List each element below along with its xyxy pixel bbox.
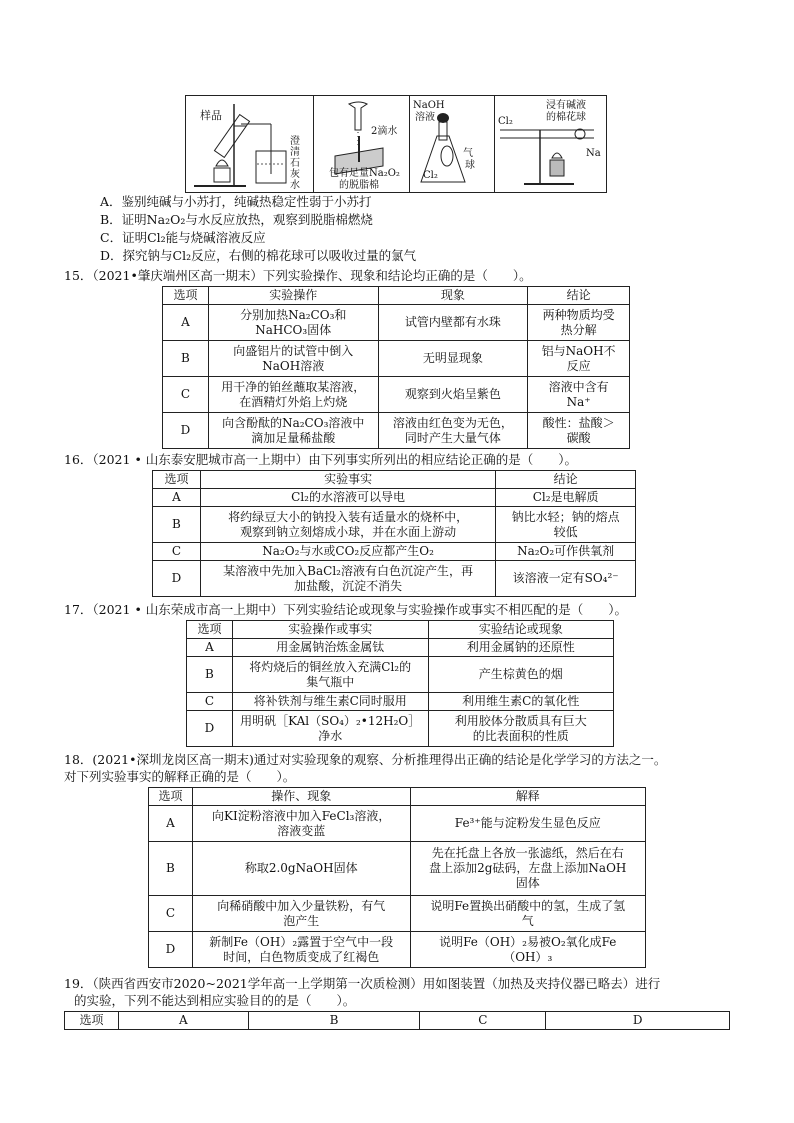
label-na: Na <box>586 148 601 159</box>
label-limewater: 澄清石灰水 <box>290 136 300 191</box>
table-cell: A <box>149 806 193 842</box>
table-cell: B <box>187 657 233 693</box>
table-cell: 用明矾［KAl（SO₄）₂•12H₂O］ 净水 <box>232 711 428 747</box>
table-cell: C <box>153 543 201 561</box>
table-cell: Cl₂的水溶液可以导电 <box>200 489 495 507</box>
table-cell: 新制Fe（OH）₂露置于空气中一段 时间，白色物质变成了红褐色 <box>192 932 410 968</box>
table-row <box>153 543 636 561</box>
q18-stem: 18．(2021•深圳龙岗区高一期末)通过对实验现象的观察、分析推理得出正确的结论是化学学习的方法之一。 <box>64 752 667 767</box>
q17-header-cell: 实验结论或现象 <box>428 621 614 639</box>
label-naoh-2: 溶液 <box>415 112 435 123</box>
q16-stem: 16．（2021 • 山东泰安肥城市高一上期中）由下列事实所列出的相应结论正确的是（ ）。 <box>64 452 578 467</box>
table-cell: 向稀硝酸中加入少量铁粉，有气 泡产生 <box>192 896 410 932</box>
table-cell: C <box>163 377 209 413</box>
q19-table <box>64 1011 730 1030</box>
table-cell: Na₂O₂与水或CO₂反应都产生O₂ <box>200 543 495 561</box>
q16-header-cell: 结论 <box>496 471 636 489</box>
table-row <box>163 341 630 377</box>
table-cell: C <box>187 693 233 711</box>
table-cell: 某溶液中先加入BaCl₂溶液有白色沉淀产生，再 加盐酸，沉淀不消失 <box>200 561 495 597</box>
q16-table <box>152 470 636 597</box>
table-row <box>149 896 646 932</box>
table-row <box>163 377 630 413</box>
q14-option-a: A．鉴别纯碱与小苏打，纯碱热稳定性弱于小苏打 <box>100 194 372 209</box>
table-cell: 分别加热Na₂CO₃和 NaHCO₃固体 <box>208 305 378 341</box>
table-cell: C <box>149 896 193 932</box>
table-row <box>153 561 636 597</box>
table-cell: 溶液由红色变为无色， 同时产生大量气体 <box>378 413 528 449</box>
label-sample: 样品 <box>200 109 222 122</box>
table-cell: 先在托盘上各放一张滤纸，然后在右 盘上添加2g砝码，左盘上添加NaOH 固体 <box>410 842 646 896</box>
table-cell: 将补铁剂与维生素C同时服用 <box>232 693 428 711</box>
table-row <box>187 639 614 657</box>
q17-stem: 17．（2021 • 山东荣成市高一上期中）下列实验结论或现象与实验操作或事实不相匹配的是（ ）。 <box>64 602 628 617</box>
table-row <box>153 489 636 507</box>
table-cell: 利用金属钠的还原性 <box>428 639 614 657</box>
table-cell: 用干净的铂丝蘸取某溶液， 在酒精灯外焰上灼烧 <box>208 377 378 413</box>
table-row <box>153 507 636 543</box>
q15-header-cell: 结论 <box>528 287 630 305</box>
table-row <box>149 932 646 968</box>
table-cell: D <box>187 711 233 747</box>
q16-header-cell: 实验事实 <box>200 471 495 489</box>
q15-header-cell: 选项 <box>163 287 209 305</box>
figure-c <box>409 96 495 192</box>
table-cell: Cl₂是电解质 <box>496 489 636 507</box>
q19-stem-2: 的实验，下列不能达到相应实验目的的是（ ）。 <box>74 993 356 1008</box>
q15-header-cell: 现象 <box>378 287 528 305</box>
table-cell: B <box>163 341 209 377</box>
label-balloon-2: 球 <box>465 160 475 171</box>
table-cell: 说明Fe（OH）₂易被O₂氧化成Fe （OH）₃ <box>410 932 646 968</box>
label-cl2: Cl₂ <box>423 170 438 181</box>
table-cell: 钠比水轻；钠的熔点 较低 <box>496 507 636 543</box>
table-cell: 产生棕黄色的烟 <box>428 657 614 693</box>
table-cell: D <box>163 413 209 449</box>
table-cell: 无明显现象 <box>378 341 528 377</box>
q19-header-cell: B <box>248 1012 420 1030</box>
q15-stem: 15．（2021•肇庆端州区高一期末）下列实验操作、现象和结论均正确的是（ ）。 <box>64 268 532 283</box>
table-cell: 称取2.0gNaOH固体 <box>192 842 410 896</box>
table-cell: 试管内壁都有水珠 <box>378 305 528 341</box>
q14-option-b: B．证明Na₂O₂与水反应放热，观察到脱脂棉燃烧 <box>100 212 373 227</box>
table-cell: A <box>163 305 209 341</box>
q18-header-cell: 解释 <box>410 788 646 806</box>
table-cell: 观察到火焰呈紫色 <box>378 377 528 413</box>
q18-stem-2: 对下列实验事实的解释正确的是（ ）。 <box>64 769 296 784</box>
table-row <box>187 711 614 747</box>
label-cl2-d: Cl₂ <box>498 116 513 127</box>
table-cell: B <box>153 507 201 543</box>
figure-d <box>494 96 606 192</box>
q19-header-cell: C <box>420 1012 546 1030</box>
table-cell: D <box>149 932 193 968</box>
q15-table <box>162 286 630 449</box>
q17-header-cell: 选项 <box>187 621 233 639</box>
table-row <box>163 305 630 341</box>
table-cell: 酸性：盐酸＞ 碳酸 <box>528 413 630 449</box>
table-cell: D <box>153 561 201 597</box>
q19-stem: 19．（陕西省西安市2020~2021学年高一上学期第一次质检测）用如图装置（加热及夹持仪器已略去）进行 <box>64 976 661 991</box>
table-cell: 向盛铝片的试管中倒入 NaOH溶液 <box>208 341 378 377</box>
table-cell: 向KI淀粉溶液中加入FeCl₃溶液， 溶液变蓝 <box>192 806 410 842</box>
table-cell: Fe³⁺能与淀粉发生显色反应 <box>410 806 646 842</box>
label-balloon: 气 <box>463 148 473 159</box>
q18-header-cell: 操作、现象 <box>192 788 410 806</box>
table-row <box>163 413 630 449</box>
table-cell: 溶液中含有 Na⁺ <box>528 377 630 413</box>
q18-header-cell: 选项 <box>149 788 193 806</box>
table-cell: 将约绿豆大小的钠投入装有适量水的烧杯中， 观察到钠立刻熔成小球，并在水面上游动 <box>200 507 495 543</box>
table-row <box>149 842 646 896</box>
label-soaked-2: 的棉花球 <box>546 112 586 123</box>
table-cell: 两种物质均受 热分解 <box>528 305 630 341</box>
figure-b <box>313 96 410 192</box>
table-cell: 利用维生素C的氧化性 <box>428 693 614 711</box>
table-cell: 利用胶体分散质具有巨大 的比表面积的性质 <box>428 711 614 747</box>
apparatus-figure <box>185 95 607 193</box>
q14-option-c: C．证明Cl₂能与烧碱溶液反应 <box>100 230 266 245</box>
q19-header-cell: A <box>118 1012 248 1030</box>
label-cotton: 包有足量Na₂O₂ <box>329 168 400 179</box>
q19-header-cell: 选项 <box>65 1012 119 1030</box>
table-row <box>149 806 646 842</box>
q15-header-cell: 实验操作 <box>208 287 378 305</box>
label-water-drops: 2滴水 <box>371 126 398 137</box>
table-cell: 向含酚酞的Na₂CO₃溶液中 滴加足量稀盐酸 <box>208 413 378 449</box>
table-cell: Na₂O₂可作供氧剂 <box>496 543 636 561</box>
table-cell: B <box>149 842 193 896</box>
table-cell: 用金属钠治炼金属钛 <box>232 639 428 657</box>
table-cell: 将灼烧后的铜丝放入充满Cl₂的 集气瓶中 <box>232 657 428 693</box>
table-row <box>187 693 614 711</box>
q17-header-cell: 实验操作或事实 <box>232 621 428 639</box>
q16-header-cell: 选项 <box>153 471 201 489</box>
q19-header-cell: D <box>546 1012 730 1030</box>
q17-table <box>186 620 614 747</box>
table-cell: A <box>187 639 233 657</box>
table-cell: 说明Fe置换出硝酸中的氢，生成了氢 气 <box>410 896 646 932</box>
table-cell: 铝与NaOH不 反应 <box>528 341 630 377</box>
q18-table <box>148 787 646 968</box>
label-cotton-2: 的脱脂棉 <box>339 180 379 191</box>
table-cell: A <box>153 489 201 507</box>
label-naoh: NaOH <box>413 100 445 111</box>
label-soaked: 浸有碱液 <box>546 100 586 111</box>
figure-a <box>186 96 314 192</box>
table-row <box>187 657 614 693</box>
table-cell: 该溶液一定有SO₄²⁻ <box>496 561 636 597</box>
q14-option-d: D．探究钠与Cl₂反应，右侧的棉花球可以吸收过量的氯气 <box>100 248 417 263</box>
